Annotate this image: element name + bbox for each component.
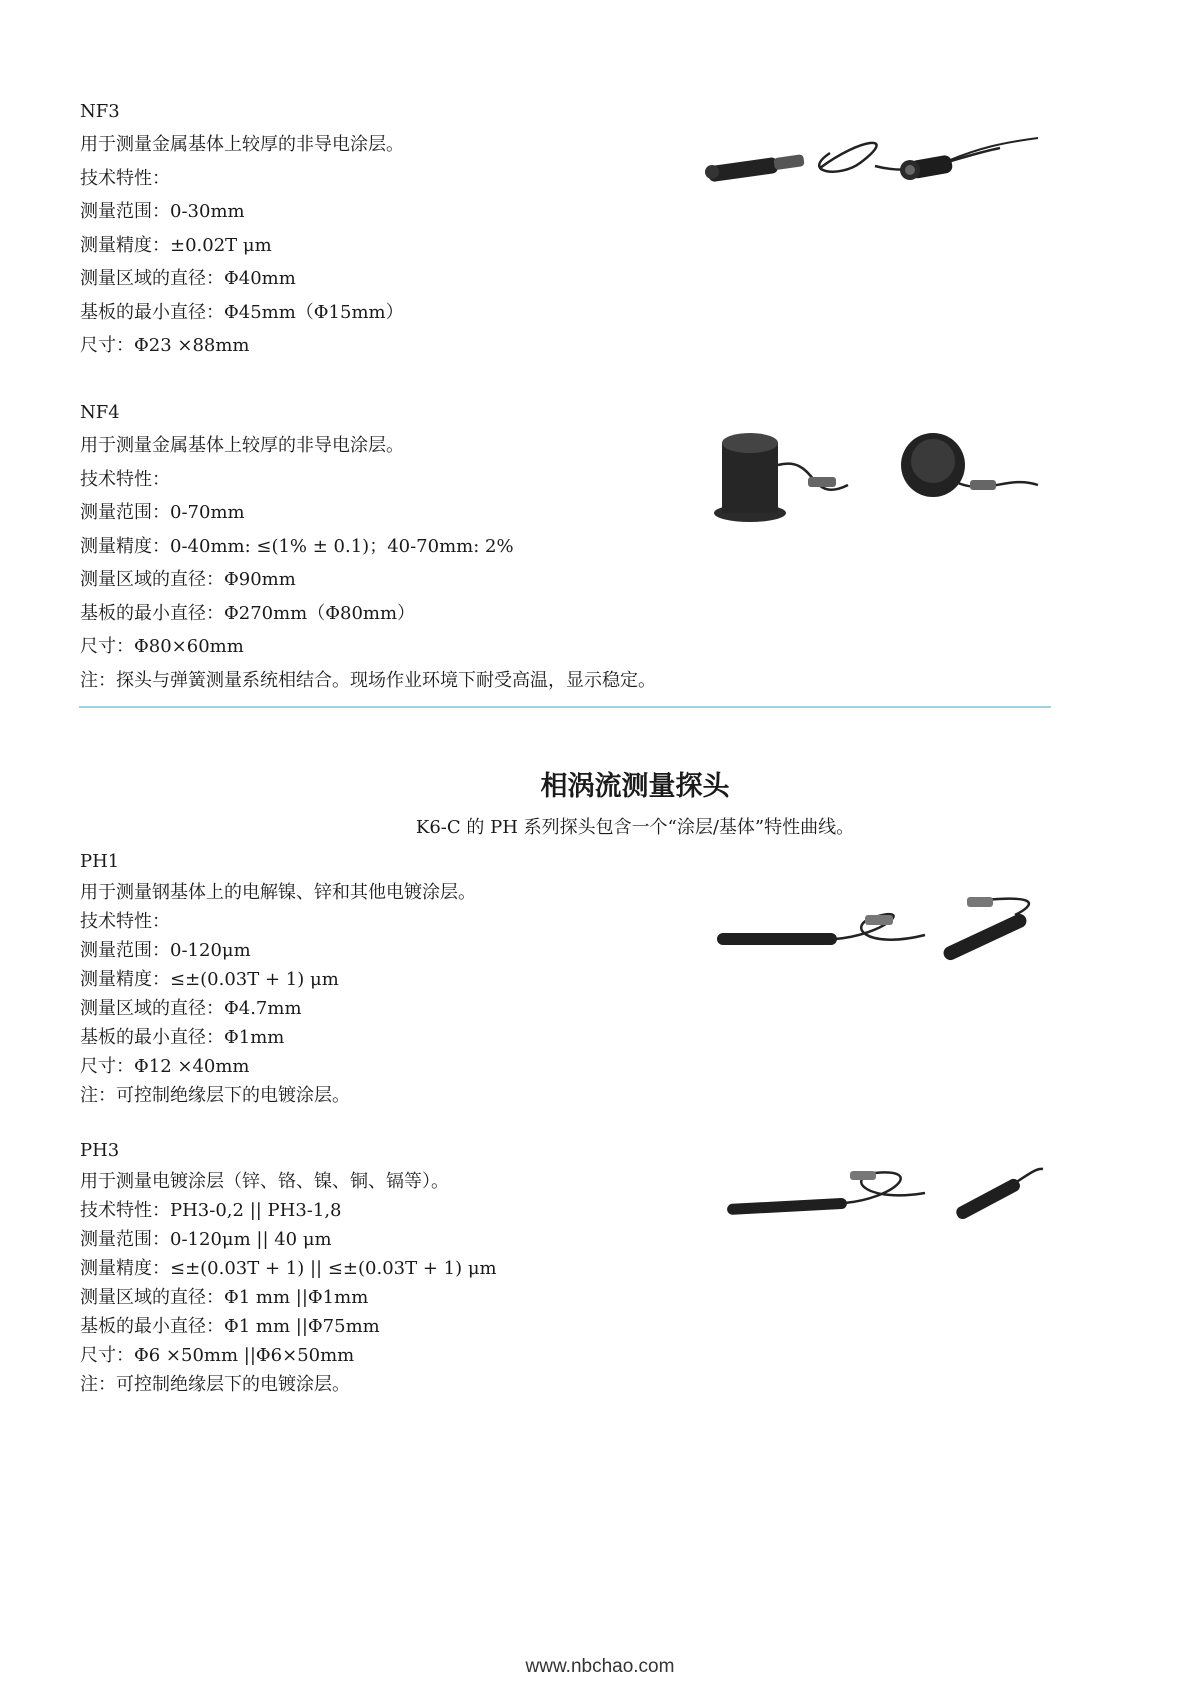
probe-spec-line: 用于测量钢基体上的电解镍、锌和其他电镀涂层。 bbox=[80, 882, 476, 903]
section-title: 相涡流测量探头 bbox=[540, 771, 730, 802]
section-subtitle: K6-C 的 PH 系列探头包含一个“涂层/基体”特性曲线。 bbox=[415, 817, 855, 838]
probe-name: PH1 bbox=[80, 851, 120, 872]
probe-spec-line: 尺寸：Φ23 ×88mm bbox=[80, 335, 250, 356]
footer-url[interactable]: www.nbchao.com bbox=[525, 1656, 675, 1677]
probe-spec-line: 测量精度：0-40mm: ≤(1% ± 0.1)；40-70mm: 2% bbox=[80, 535, 514, 557]
probe-spec-line: 技术特性： bbox=[80, 911, 170, 932]
probe-ph1-section bbox=[80, 845, 476, 1110]
probe-note: 注：可控制绝缘层下的电镀涂层。 bbox=[80, 1374, 350, 1395]
nf4-probe-image bbox=[708, 425, 1048, 525]
probe-spec-line: 基板的最小直径：Φ45mm（Φ15mm） bbox=[80, 301, 404, 323]
probe-spec-line: 基板的最小直径：Φ270mm（Φ80mm） bbox=[80, 602, 416, 624]
probe-spec-line: 测量范围：0-70mm bbox=[80, 502, 245, 523]
probe-spec-line: 测量区域的直径：Φ90mm bbox=[80, 569, 296, 590]
probe-name: NF4 bbox=[80, 402, 120, 423]
probe-spec-line: 用于测量金属基体上较厚的非导电涂层。 bbox=[80, 435, 404, 456]
probe-name: NF3 bbox=[80, 101, 120, 122]
probe-spec-line: 测量区域的直径：Φ4.7mm bbox=[80, 998, 302, 1019]
probe-ph3-section bbox=[80, 1134, 497, 1399]
nf3-probe-image bbox=[700, 118, 1040, 198]
probe-spec-line: 尺寸：Φ12 ×40mm bbox=[80, 1056, 250, 1077]
probe-spec-line: 尺寸：Φ6 ×50mm ||Φ6×50mm bbox=[80, 1345, 355, 1366]
probe-spec-line: 基板的最小直径：Φ1 mm ||Φ75mm bbox=[80, 1316, 380, 1337]
probe-note: 注：可控制绝缘层下的电镀涂层。 bbox=[80, 1085, 350, 1106]
probe-spec-line: 技术特性：PH3-0,2 || PH3-1,8 bbox=[80, 1200, 342, 1221]
probe-spec-line: 测量范围：0-120μm || 40 μm bbox=[80, 1229, 332, 1250]
probe-spec-line: 测量精度：≤±(0.03T + 1) || ≤±(0.03T + 1) μm bbox=[80, 1258, 497, 1279]
probe-nf4-section bbox=[80, 396, 656, 697]
ph3-probe-image bbox=[725, 1163, 1045, 1233]
probe-spec-line: 技术特性： bbox=[80, 167, 170, 189]
probe-spec-line: 测量区域的直径：Φ1 mm ||Φ1mm bbox=[80, 1287, 369, 1308]
probe-spec-line: 用于测量电镀涂层（锌、铬、镍、铜、镉等）。 bbox=[80, 1171, 449, 1192]
section-divider bbox=[79, 706, 1051, 708]
ph1-probe-image bbox=[715, 895, 1045, 975]
probe-spec-line: 测量区域的直径：Φ40mm bbox=[80, 268, 296, 289]
probe-spec-line: 基板的最小直径：Φ1mm bbox=[80, 1027, 285, 1048]
probe-nf3-section bbox=[80, 95, 404, 363]
probe-note: 注：探头与弹簧测量系统相结合。现场作业环境下耐受高温，显示稳定。 bbox=[80, 669, 656, 691]
probe-spec-line: 测量范围：0-120μm bbox=[80, 940, 251, 961]
probe-spec-line: 测量精度：≤±(0.03T + 1) μm bbox=[80, 969, 339, 990]
probe-spec-line: 测量精度：±0.02T μm bbox=[80, 234, 272, 256]
probe-spec-line: 尺寸：Φ80×60mm bbox=[80, 636, 244, 657]
probe-spec-line: 技术特性： bbox=[80, 468, 170, 490]
probe-name: PH3 bbox=[80, 1140, 120, 1161]
probe-spec-line: 用于测量金属基体上较厚的非导电涂层。 bbox=[80, 134, 404, 155]
probe-spec-line: 测量范围：0-30mm bbox=[80, 201, 245, 222]
